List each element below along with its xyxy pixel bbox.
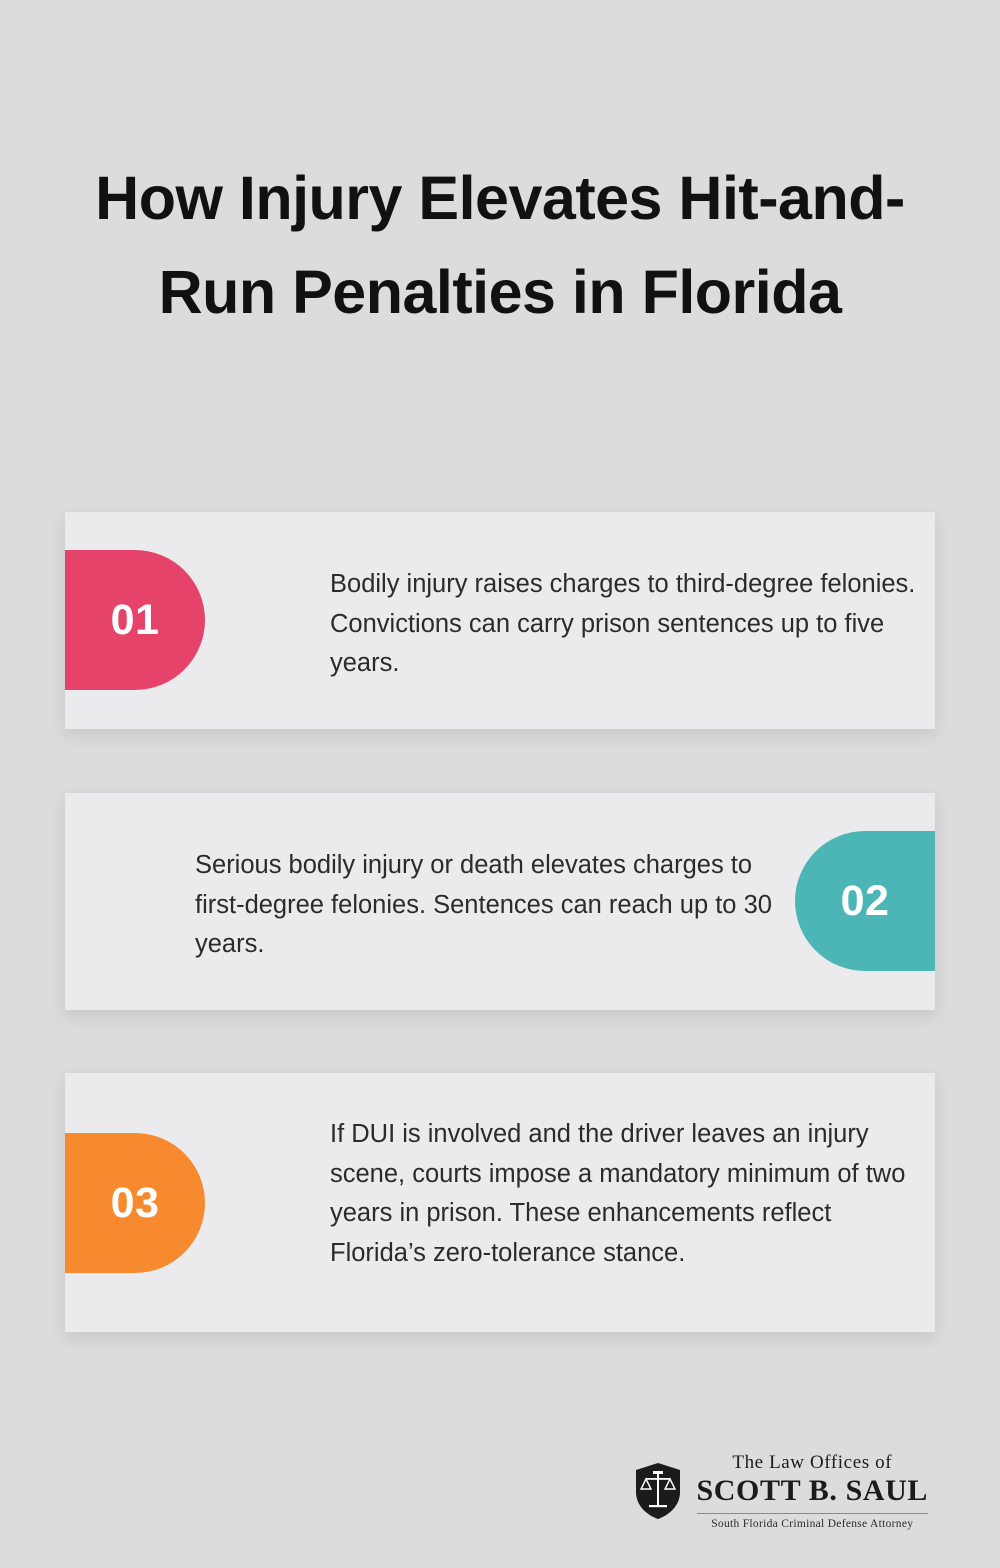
step-number-badge: [795, 831, 935, 971]
step-description: If DUI is involved and the driver leaves an injury scene, courts impose a mandatory minimum of two years in prison. These enhancements reflect Florida’s zero-tolerance stance.: [330, 1120, 906, 1267]
page-title: How Injury Elevates Hit-and-Run Penalties in Florida: [95, 163, 905, 327]
list-item: [65, 1073, 935, 1332]
step-number-label: 01: [110, 595, 160, 644]
logo-divider: [697, 1513, 929, 1514]
step-number-badge: [65, 550, 205, 690]
step-description: Bodily injury raises charges to third-degree felonies. Convictions can carry prison sentences up to five years.: [330, 570, 916, 678]
logo-line-two: SCOTT B. SAUL: [696, 1473, 928, 1507]
step-number-label: 02: [840, 876, 890, 925]
step-number-badge: [65, 1133, 205, 1273]
brand-logo: [633, 1452, 929, 1531]
list-item: [65, 512, 935, 729]
step-number-label: 03: [110, 1178, 160, 1227]
logo-tagline: South Florida Criminal Defense Attorney: [711, 1518, 914, 1530]
list-item: [65, 793, 935, 1010]
scales-of-justice-shield-icon: [633, 1462, 683, 1520]
logo-line-one: The Law Offices of: [732, 1451, 893, 1473]
logo-text: [697, 1452, 929, 1531]
step-description: Serious bodily injury or death elevates charges to first-degree felonies. Sentences can reach up to 30 years.: [195, 851, 772, 959]
